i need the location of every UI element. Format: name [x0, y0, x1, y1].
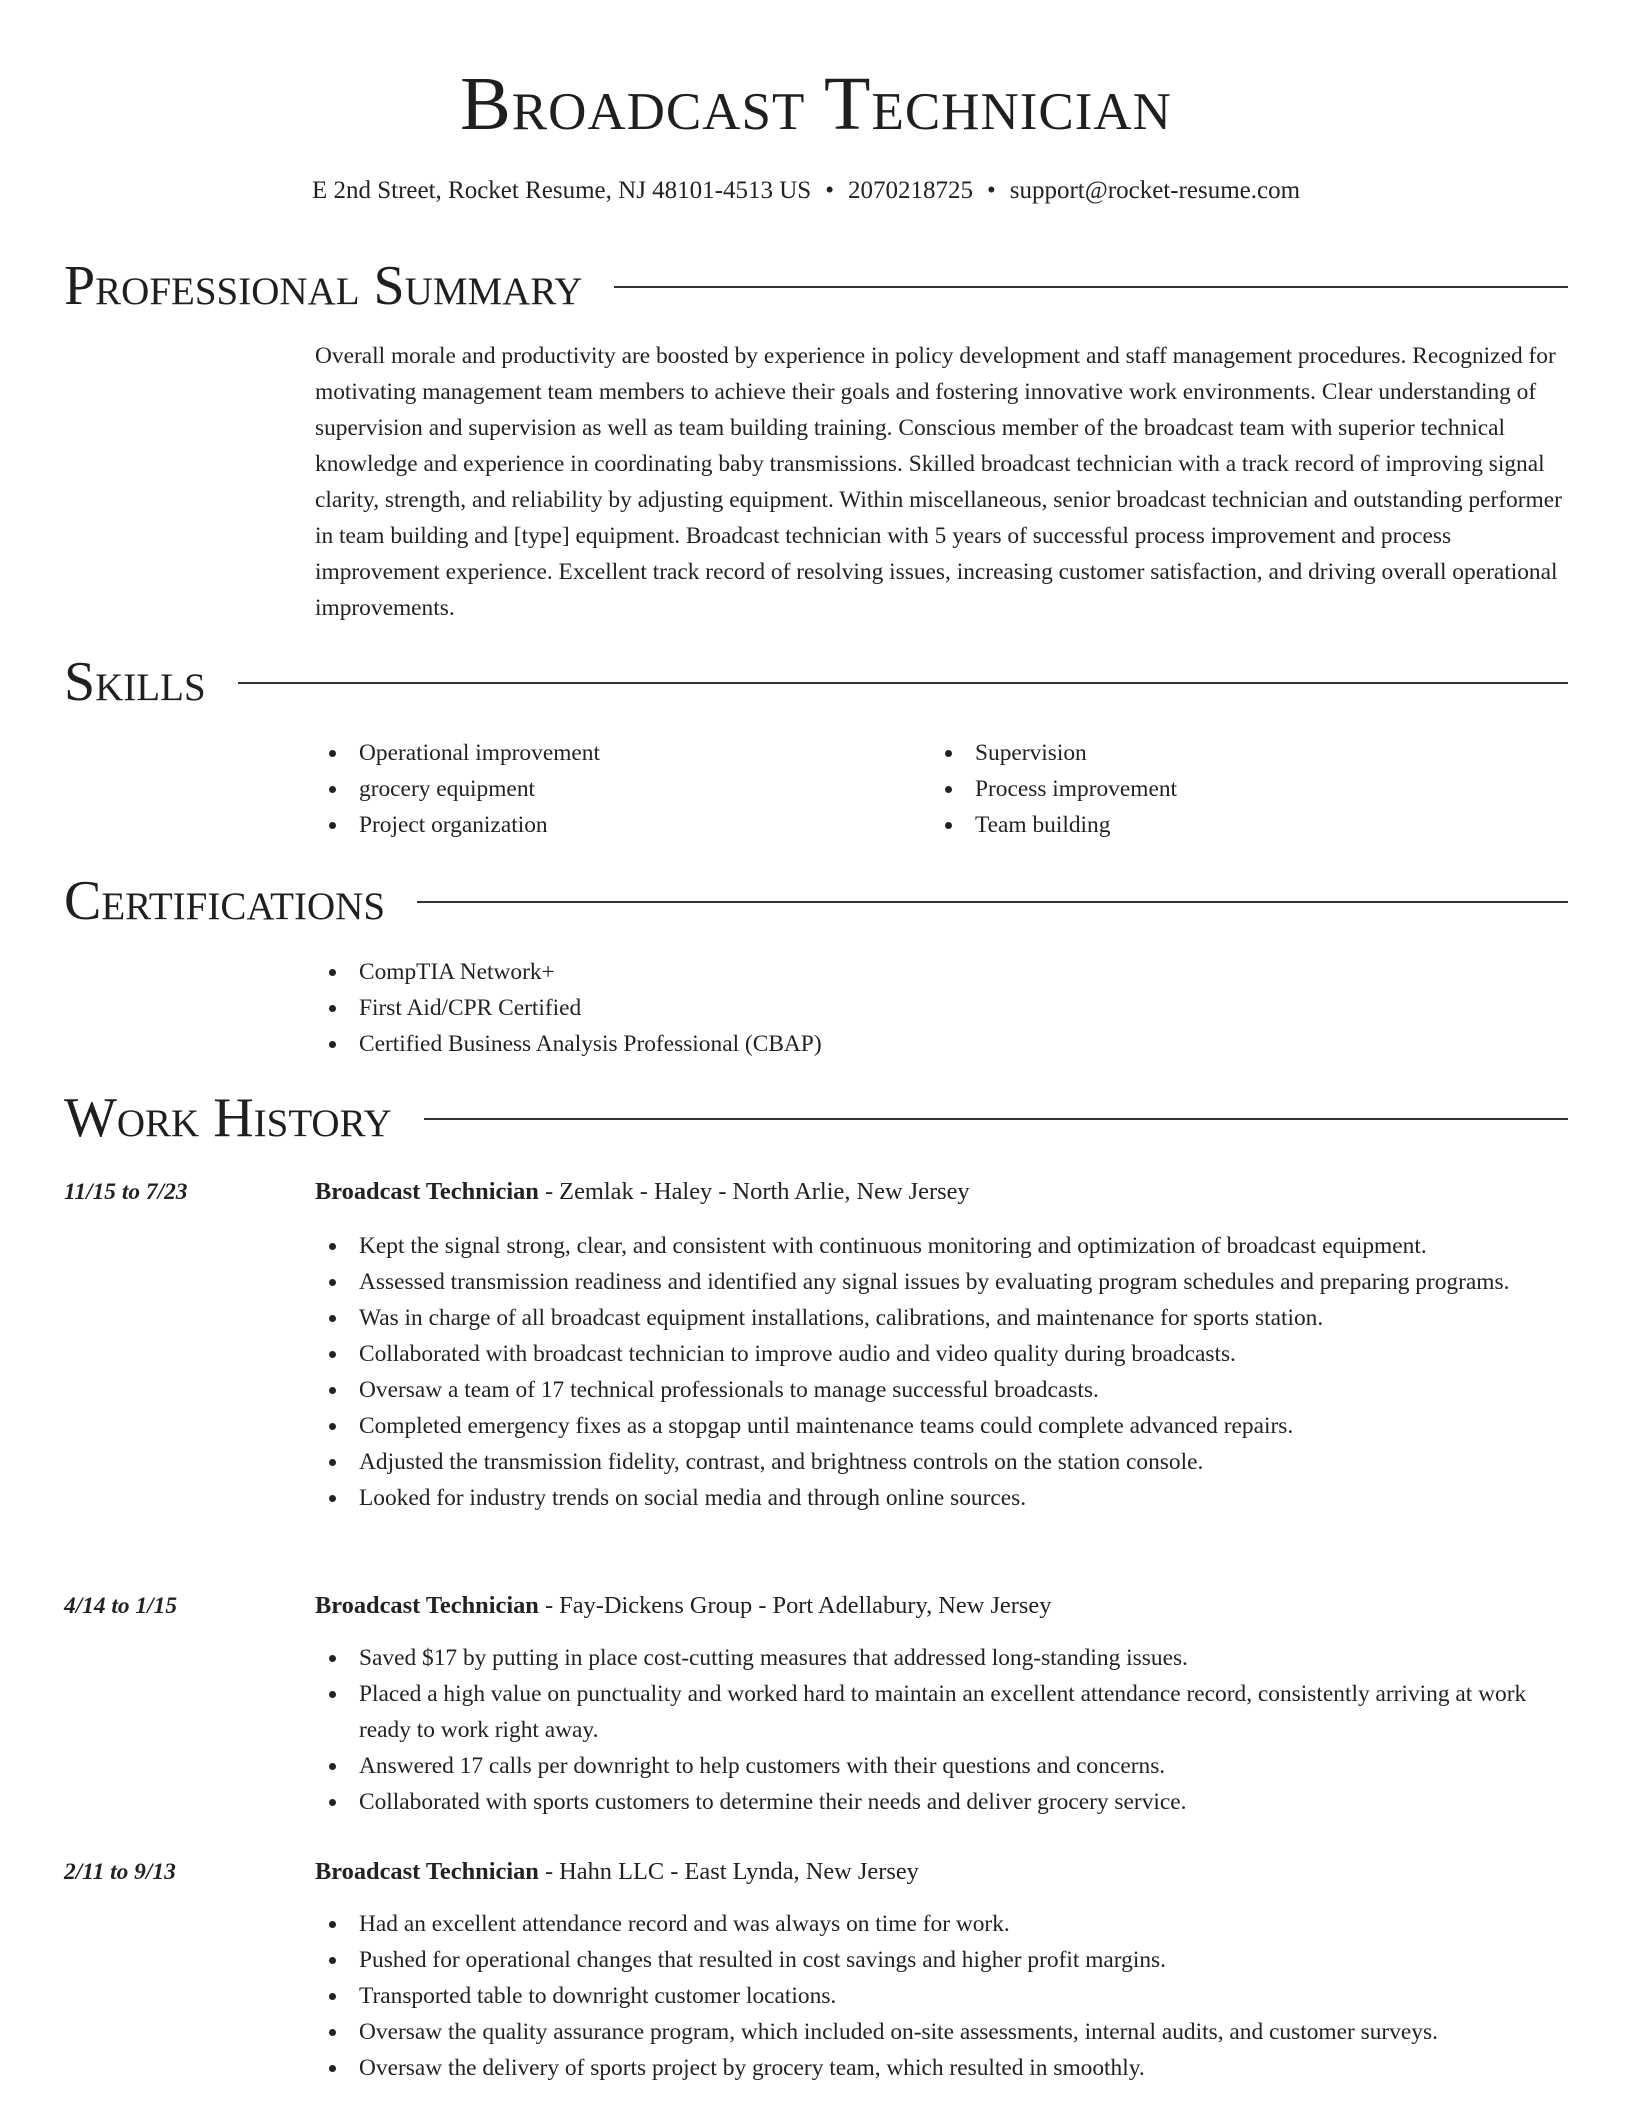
candidate-name: Broadcast Technician: [460, 62, 1172, 146]
skills-list-right: [931, 735, 1491, 843]
job-duty: Transported table to downright customer locations.: [315, 1978, 1570, 2014]
job-duty: Oversaw a team of 17 technical professionals to manage successful broadcasts.: [315, 1372, 1570, 1408]
certification-item: Certified Business Analysis Professional (CBAP): [315, 1026, 1570, 1062]
job-heading: [315, 1174, 970, 1210]
job-heading: [315, 1588, 1051, 1624]
skills-heading: Skills: [64, 651, 206, 713]
job-employer-location: - Fay-Dickens Group - Port Adellabury, New Jersey: [538, 1592, 1052, 1619]
skills-list-left: [315, 735, 875, 843]
certifications-list: [315, 954, 1570, 1062]
job-employer-location: - Hahn LLC - East Lynda, New Jersey: [538, 1858, 919, 1885]
skill-item: grocery equipment: [315, 771, 875, 807]
job-duties-list: [315, 1228, 1570, 1516]
job-duties-list: [315, 1640, 1570, 1820]
job-duty: Had an excellent attendance record and was always on time for work.: [315, 1906, 1570, 1942]
job-duty: Completed emergency fixes as a stopgap until maintenance teams could complete advanced repairs.: [315, 1408, 1570, 1444]
work-history-heading: Work History: [64, 1087, 392, 1149]
job-duty: Collaborated with sports customers to determine their needs and deliver grocery service.: [315, 1784, 1570, 1820]
contact-separator: •: [825, 177, 834, 204]
skill-item: Project organization: [315, 807, 875, 843]
job-duty: Placed a high value on punctuality and worked hard to maintain an excellent attendance record, consistently arriving at work ready to work right away.: [315, 1676, 1570, 1748]
job-title: Broadcast Technician: [315, 1858, 539, 1885]
summary-heading: Professional Summary: [64, 255, 583, 317]
skills-section-header: [64, 650, 1568, 714]
contact-separator: •: [986, 177, 996, 204]
job-duty: Kept the signal strong, clear, and consistent with continuous monitoring and optimization of broadcast equipment.: [315, 1228, 1570, 1264]
job-dates: 2/11 to 9/13: [64, 1859, 176, 1885]
job-duty: Answered 17 calls per downright to help customers with their questions and concerns.: [315, 1748, 1570, 1784]
skill-item: Supervision: [931, 735, 1491, 771]
job-duty: Was in charge of all broadcast equipment installations, calibrations, and maintenance for sports station.: [315, 1300, 1570, 1336]
certifications-section-header: [64, 869, 1568, 933]
job-title: Broadcast Technician: [315, 1592, 539, 1619]
skill-item: Team building: [931, 807, 1491, 843]
job-dates: 4/14 to 1/15: [64, 1593, 178, 1619]
skill-item: Process improvement: [931, 771, 1491, 807]
certifications-heading: Certifications: [64, 870, 386, 932]
email-link[interactable]: support@rocket-resume.com: [1009, 177, 1301, 204]
job-duty: Collaborated with broadcast technician to improve audio and video quality during broadcasts.: [315, 1336, 1570, 1372]
address: E 2nd Street, Rocket Resume, NJ 48101-4513 US: [311, 177, 812, 204]
section-divider: [424, 1118, 1568, 1120]
certification-item: First Aid/CPR Certified: [315, 990, 1570, 1026]
work-history-section-header: [64, 1086, 1568, 1150]
section-divider: [417, 901, 1568, 903]
certification-item: CompTIA Network+: [315, 954, 1570, 990]
phone: 2070218725: [847, 177, 973, 204]
job-title: Broadcast Technician: [315, 1178, 539, 1205]
job-duty: Oversaw the delivery of sports project by grocery team, which resulted in smoothly.: [315, 2050, 1570, 2086]
summary-section-header: [64, 254, 1568, 318]
job-dates: 11/15 to 7/23: [64, 1179, 188, 1205]
summary-text: Overall morale and productivity are boosted by experience in policy development and staff management procedures. Recognized for motivating management team members to achieve their goals and fostering innovative work environments. Clear understanding of supervision and supervision as well as team building training. Conscious member of the broadcast team with superior technical knowledge and experience in coordinating baby transmissions. Skilled broadcast technician with a track record of improving signal clarity, strength, and reliability by adjusting equipment. Within miscellaneous, senior broadcast technician and outstanding performer in team building and [type] equipment. Broadcast technician with 5 years of successful process improvement and process improvement experience. Excellent track record of resolving issues, increasing customer satisfaction, and driving overall operational improvements.: [315, 343, 1562, 621]
contact-line: [0, 174, 1612, 208]
section-divider: [614, 286, 1568, 288]
job-duty: Saved $17 by putting in place cost-cutting measures that addressed long-standing issues.: [315, 1640, 1570, 1676]
job-duty: Assessed transmission readiness and identified any signal issues by evaluating program schedules and preparing programs.: [315, 1264, 1570, 1300]
job-duties-list: [315, 1906, 1570, 2086]
section-divider: [238, 682, 1568, 684]
skill-item: Operational improvement: [315, 735, 875, 771]
job-duty: Looked for industry trends on social media and through online sources.: [315, 1480, 1570, 1516]
job-duty: Adjusted the transmission fidelity, contrast, and brightness controls on the station console.: [315, 1444, 1570, 1480]
job-duty: Oversaw the quality assurance program, which included on-site assessments, internal audits, and customer surveys.: [315, 2014, 1570, 2050]
job-heading: [315, 1854, 919, 1890]
job-duty: Pushed for operational changes that resulted in cost savings and higher profit margins.: [315, 1942, 1570, 1978]
job-employer-location: - Zemlak - Haley - North Arlie, New Jersey: [538, 1178, 970, 1205]
